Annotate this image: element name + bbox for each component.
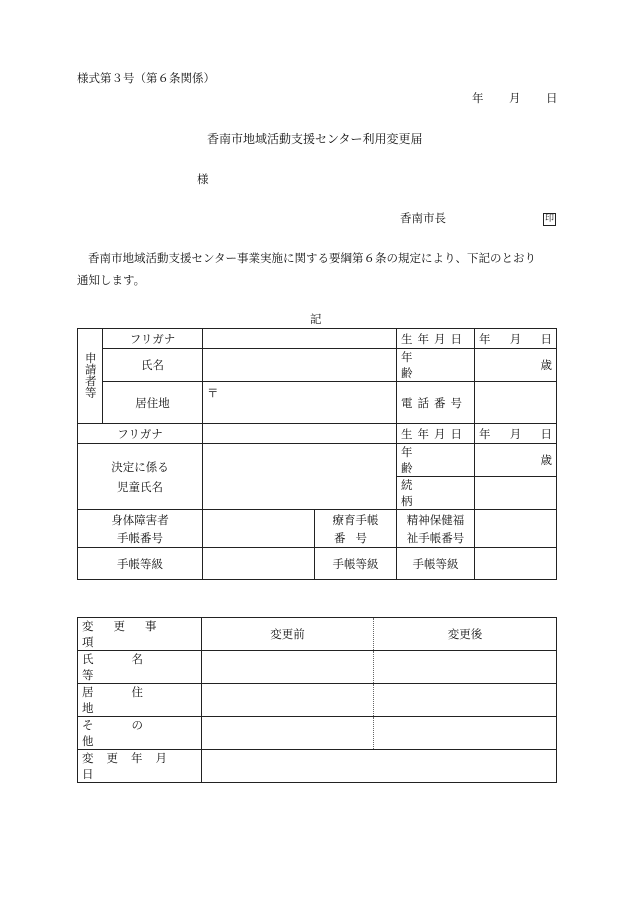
change-date-label bbox=[78, 750, 202, 783]
child-birthdate-label-text: 生年月日 bbox=[401, 426, 467, 441]
applicant-table bbox=[77, 328, 557, 580]
physical-number-input[interactable] bbox=[203, 510, 315, 548]
birthdate-input[interactable] bbox=[475, 329, 557, 349]
child-birth-year: 年 bbox=[479, 426, 491, 441]
issuer: 香南市長 bbox=[400, 211, 446, 225]
child-birth-month: 月 bbox=[509, 426, 522, 441]
age-unit: 歳 bbox=[540, 358, 552, 372]
relation-label bbox=[397, 477, 475, 510]
applicant-label-cell bbox=[78, 329, 103, 424]
mental-grade-label: 手帳等級 bbox=[397, 548, 475, 580]
ryoiku-label-2: 番号 bbox=[334, 530, 377, 545]
name-etc-label bbox=[78, 651, 202, 684]
date-day: 日 bbox=[546, 91, 558, 105]
other-text: その他 bbox=[82, 718, 181, 748]
physical-label-1: 身体障害者 bbox=[111, 512, 169, 527]
child-furigana-label: フリガナ bbox=[78, 424, 203, 444]
change-date-text: 変更年月日 bbox=[82, 751, 180, 781]
mental-grade-input[interactable] bbox=[475, 548, 557, 580]
birth-year: 年 bbox=[479, 331, 491, 346]
furigana-input[interactable] bbox=[203, 329, 397, 349]
phone-label bbox=[397, 382, 475, 424]
name-before-input[interactable] bbox=[202, 651, 374, 684]
ryoiku-label bbox=[315, 510, 397, 548]
body-text-line-2: 通知します。 bbox=[77, 273, 146, 287]
birth-day: 日 bbox=[540, 331, 552, 346]
furigana-label: フリガナ bbox=[103, 329, 203, 349]
date-month: 月 bbox=[509, 91, 521, 105]
change-table bbox=[77, 617, 557, 783]
change-date-input[interactable] bbox=[202, 750, 557, 783]
name-after-input[interactable] bbox=[374, 651, 557, 684]
physical-label-2: 手帳番号 bbox=[117, 530, 163, 545]
mental-label-1: 精神保健福 bbox=[406, 512, 465, 527]
item-header bbox=[78, 618, 202, 651]
before-header: 変更前 bbox=[202, 618, 374, 651]
physical-grade-label: 手帳等級 bbox=[78, 548, 203, 580]
other-after-input[interactable] bbox=[374, 717, 557, 750]
child-name-label bbox=[78, 444, 203, 510]
child-name-input[interactable] bbox=[203, 444, 397, 510]
age-label bbox=[397, 349, 475, 382]
birthdate-label bbox=[397, 329, 475, 349]
birthdate-label-text: 生年月日 bbox=[401, 331, 467, 346]
child-name-label-2: 児童氏名 bbox=[117, 479, 163, 494]
item-header-text: 変更事項 bbox=[82, 619, 177, 649]
name-label: 氏名 bbox=[103, 349, 203, 382]
applicant-label: 申請者等 bbox=[83, 351, 98, 398]
child-age-label bbox=[397, 444, 475, 477]
residence-text: 居住地 bbox=[82, 685, 181, 715]
child-age-input[interactable] bbox=[475, 444, 557, 477]
child-age-unit: 歳 bbox=[540, 453, 552, 467]
mental-label-2: 祉手帳番号 bbox=[406, 530, 465, 545]
child-birthdate-input[interactable] bbox=[475, 424, 557, 444]
ki-heading: 記 bbox=[310, 312, 322, 326]
child-furigana-input[interactable] bbox=[203, 424, 397, 444]
physical-grade-input[interactable] bbox=[203, 548, 315, 580]
addressee-suffix: 様 bbox=[197, 172, 209, 186]
other-before-input[interactable] bbox=[202, 717, 374, 750]
child-age-label-text: 年齢 bbox=[401, 445, 449, 475]
other-label bbox=[78, 717, 202, 750]
address-label: 居住地 bbox=[103, 382, 203, 424]
child-name-label-1: 決定に係る bbox=[111, 459, 169, 474]
postal-mark: 〒 bbox=[207, 386, 219, 400]
name-etc-text: 氏名等 bbox=[82, 652, 181, 682]
child-birthdate-label bbox=[397, 424, 475, 444]
body-text-line-1: 香南市地域活動支援センター事業実施に関する要綱第６条の規定により、下記のとおり bbox=[88, 251, 537, 265]
phone-label-text: 電話番号 bbox=[401, 395, 467, 410]
relation-input[interactable] bbox=[475, 477, 557, 510]
date-year: 年 bbox=[472, 91, 484, 105]
document-title: 香南市地域活動支援センター利用変更届 bbox=[207, 132, 423, 146]
residence-label bbox=[78, 684, 202, 717]
residence-after-input[interactable] bbox=[374, 684, 557, 717]
ryoiku-grade-label: 手帳等級 bbox=[315, 548, 397, 580]
age-label-text: 年齢 bbox=[401, 350, 449, 380]
physical-label bbox=[78, 510, 203, 548]
ryoiku-label-1: 療育手帳 bbox=[332, 512, 379, 527]
relation-label-text: 続柄 bbox=[401, 478, 449, 508]
mental-number-input[interactable] bbox=[475, 510, 557, 548]
phone-input[interactable] bbox=[475, 382, 557, 424]
birth-month: 月 bbox=[509, 331, 522, 346]
mental-label bbox=[397, 510, 475, 548]
seal-stamp bbox=[543, 210, 556, 226]
form-number: 様式第３号（第６条関係） bbox=[77, 71, 215, 85]
child-birth-day: 日 bbox=[540, 426, 552, 441]
age-input[interactable] bbox=[475, 349, 557, 382]
name-input[interactable] bbox=[203, 349, 397, 382]
address-input[interactable] bbox=[203, 382, 397, 424]
after-header: 変更後 bbox=[374, 618, 557, 651]
seal-text: 印 bbox=[544, 214, 554, 224]
residence-before-input[interactable] bbox=[202, 684, 374, 717]
